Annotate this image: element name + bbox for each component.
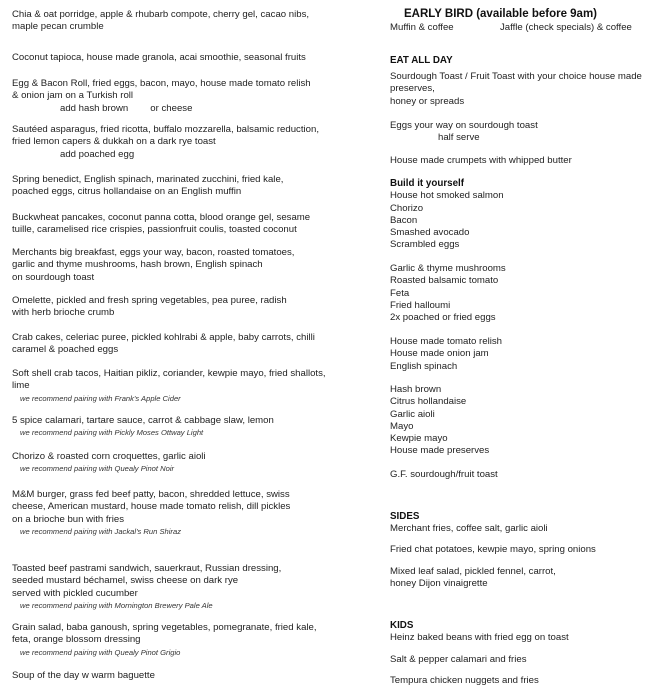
- menu-section-block: [390, 654, 527, 666]
- menu-item-line: & onion jam on a Turkish roll: [12, 90, 134, 102]
- menu-item-line: Kewpie mayo: [390, 433, 448, 445]
- pairing-recommendation: we recommend pairing with Jackal's Run Shiraz: [20, 526, 181, 536]
- menu-section-block: [390, 544, 596, 556]
- menu-item-line: Tempura chicken nuggets and fries: [390, 675, 539, 686]
- menu-item-line: garlic and thyme mushrooms, hash brown, English spinach: [12, 259, 263, 271]
- menu-item: [12, 415, 274, 440]
- pairing-recommendation: we recommend pairing with Quealy Pinot Grigio: [20, 647, 181, 657]
- menu-item-line: Merchants big breakfast, eggs your way, bacon, roasted tomatoes,: [12, 247, 295, 258]
- menu-item: [12, 174, 283, 199]
- menu-item-line: Salt & pepper calamari and fries: [390, 654, 527, 665]
- menu-item-line: maple pecan crumble: [12, 21, 104, 33]
- menu-item-line: 5 spice calamari, tartare sauce, carrot & cabbage slaw, lemon: [12, 415, 274, 426]
- menu-item-line: Grain salad, baba ganoush, spring vegetables, pomegranate, fried kale,: [12, 622, 317, 633]
- menu-item-addon: [12, 149, 319, 161]
- early-bird-title: EARLY BIRD (available before 9am): [404, 8, 598, 20]
- section-heading: SIDES: [390, 511, 420, 522]
- menu-item-line: fried lemon capers & dukkah on a dark rye toast: [12, 136, 216, 148]
- menu-item: [12, 247, 294, 284]
- menu-item-line: Chia & oat porridge, apple & rhubarb compote, cherry gel, cacao nibs,: [12, 9, 310, 20]
- menu-item-line: Hash brown: [390, 384, 442, 395]
- menu-section-block: [390, 384, 489, 458]
- menu-section-block: [390, 178, 504, 252]
- menu-section-block: [390, 263, 506, 324]
- menu-item-line: tuille, caramelised rice crispies, passionfruit coulis, toasted coconut: [12, 224, 297, 236]
- menu-item-line: Toasted beef pastrami sandwich, sauerkraut, Russian dressing,: [12, 563, 282, 574]
- menu-item-line: honey or spreads: [390, 95, 465, 107]
- menu-item-line: Mayo: [390, 420, 414, 432]
- menu-item-line: Bacon: [390, 214, 418, 226]
- addon-option: add hash brown: [60, 102, 129, 114]
- menu-item-line: Sautéed asparagus, fried ricotta, buffalo mozzarella, balsamic reduction,: [12, 124, 319, 135]
- menu-item-line: Eggs your way on sourdough toast: [390, 120, 538, 131]
- menu-item: [12, 78, 311, 115]
- menu-item: [12, 124, 319, 161]
- menu-item-line: Fried halloumi: [390, 299, 451, 311]
- menu-item-line: Soup of the day w warm baguette: [12, 670, 155, 681]
- menu-item-line: on sourdough toast: [12, 271, 95, 283]
- menu-item-line: Smashed avocado: [390, 227, 470, 239]
- menu-item-line: House made preserves: [390, 445, 490, 457]
- menu-item-line: Roasted balsamic tomato: [390, 275, 499, 287]
- menu-item: [12, 368, 326, 405]
- menu-section-block: [390, 469, 498, 481]
- pairing-recommendation: we recommend pairing with Pickly Moses Ottway Light: [20, 428, 204, 438]
- menu-item-line: Crab cakes, celeriac puree, pickled kohlrabi & apple, baby carrots, chilli: [12, 332, 315, 343]
- menu-item-line: House made onion jam: [390, 348, 489, 360]
- menu-item-line: Chorizo & roasted corn croquettes, garlic aioli: [12, 451, 206, 462]
- menu-item: [12, 295, 287, 320]
- menu-section-block: [390, 336, 502, 373]
- menu-item: [12, 9, 309, 34]
- menu-item-line: Buckwheat pancakes, coconut panna cotta, blood orange gel, sesame: [12, 212, 311, 223]
- menu-section-block: [390, 511, 548, 536]
- menu-section-block: [390, 675, 539, 687]
- menu-item-line: Soft shell crab tacos, Haitian pikliz, coriander, kewpie mayo, fried shallots,: [12, 368, 326, 379]
- menu-section-block: [390, 120, 538, 145]
- menu-item-line: on a brioche bun with fries: [12, 513, 124, 525]
- menu-item: [12, 451, 206, 476]
- menu-item-line: Garlic aioli: [390, 408, 435, 420]
- early-bird-item: Muffin & coffee: [390, 22, 454, 33]
- menu-item-line: feta, orange blossom dressing: [12, 634, 141, 646]
- menu-item-line: honey Dijon vinaigrette: [390, 578, 488, 590]
- menu-section-block: [390, 155, 572, 167]
- pairing-recommendation: we recommend pairing with Frank's Apple Cider: [20, 393, 181, 403]
- menu-item: [12, 332, 315, 357]
- menu-item-line: with herb brioche crumb: [12, 307, 115, 319]
- menu-item-line: preserves,: [390, 83, 435, 95]
- pairing-recommendation: we recommend pairing with Quealy Pinot Noir: [20, 464, 175, 474]
- menu-item-line: Merchant fries, coffee salt, garlic aioli: [390, 523, 548, 535]
- menu-section-block: [390, 71, 642, 108]
- pairing-recommendation: we recommend pairing with Mornington Brewery Pale Ale: [20, 600, 213, 610]
- menu-item-line: poached eggs, citrus hollandaise on an English muffin: [12, 186, 242, 198]
- addon-option: or cheese: [150, 102, 193, 114]
- menu-section-block: [390, 55, 453, 67]
- early-bird-item: Jaffle (check specials) & coffee: [500, 22, 632, 33]
- section-heading: EAT ALL DAY: [390, 55, 453, 66]
- menu-item: [12, 212, 310, 237]
- menu-item-line: seeded mustard béchamel, swiss cheese on dark rye: [12, 575, 239, 587]
- menu-item-line: English spinach: [390, 360, 458, 372]
- menu-item-line: G.F. sourdough/fruit toast: [390, 469, 498, 480]
- menu-item-line: Feta: [390, 287, 410, 299]
- menu-item-line: House made crumpets with whipped butter: [390, 155, 572, 166]
- menu-item-line: M&M burger, grass fed beef patty, bacon, shredded lettuce, swiss: [12, 489, 290, 500]
- menu-section-block: [390, 566, 556, 591]
- menu-item: [12, 563, 281, 612]
- menu-item-line: lime: [12, 380, 30, 392]
- menu-item-line: caramel & poached eggs: [12, 344, 119, 356]
- early-bird-items: [390, 22, 632, 34]
- menu-item-line: Coconut tapioca, house made granola, acai smoothie, seasonal fruits: [12, 52, 306, 63]
- menu-item: [12, 52, 306, 64]
- section-heading: KIDS: [390, 620, 414, 631]
- section-heading: Build it yourself: [390, 178, 465, 189]
- menu-item-line: served with pickled cucumber: [12, 587, 138, 599]
- menu-item: [12, 670, 155, 682]
- menu-item-line: Citrus hollandaise: [390, 396, 467, 408]
- menu-item-line: Chorizo: [390, 202, 424, 214]
- menu-item-line: Fried chat potatoes, kewpie mayo, spring onions: [390, 544, 596, 555]
- menu-item-addon: [12, 103, 311, 115]
- menu-item-line: Mixed leaf salad, pickled fennel, carrot,: [390, 566, 556, 577]
- menu-item-line: Garlic & thyme mushrooms: [390, 263, 506, 274]
- menu-item-line: 2x poached or fried eggs: [390, 312, 496, 324]
- menu-item-line: House made tomato relish: [390, 336, 502, 347]
- addon-option: half serve: [438, 132, 480, 144]
- menu-item-line: Omelette, pickled and fresh spring vegetables, pea puree, radish: [12, 295, 287, 306]
- menu-item-line: cheese, American mustard, house made tomato relish, dill pickles: [12, 501, 291, 513]
- addon-option: add poached egg: [60, 148, 135, 160]
- menu-item-line: House hot smoked salmon: [390, 190, 504, 202]
- menu-item-line: Sourdough Toast / Fruit Toast with your choice house made: [390, 71, 642, 82]
- menu-item-line: Heinz baked beans with fried egg on toast: [390, 632, 569, 644]
- menu-item-line: Spring benedict, English spinach, marinated zucchini, fried kale,: [12, 174, 284, 185]
- menu-item: [12, 489, 290, 538]
- menu-section-block: [390, 620, 569, 645]
- menu-item-line: Egg & Bacon Roll, fried eggs, bacon, mayo, house made tomato relish: [12, 78, 311, 89]
- menu-item-line: Scrambled eggs: [390, 239, 460, 251]
- menu-item-addon: [390, 132, 538, 144]
- menu-item: [12, 622, 317, 659]
